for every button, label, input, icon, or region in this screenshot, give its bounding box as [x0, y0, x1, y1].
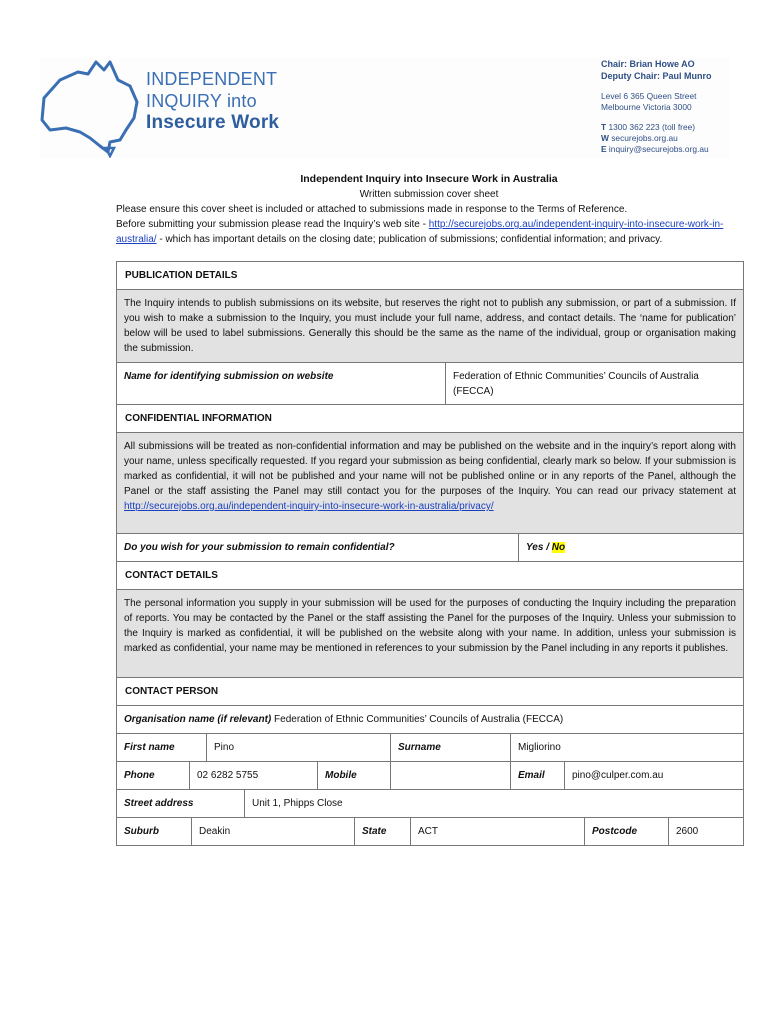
- deputy-chair-name: Deputy Chair: Paul Munro: [601, 71, 712, 81]
- page-title: Independent Inquiry into Insecure Work in Australia: [300, 173, 558, 185]
- confidential-question: Do you wish for your submission to remain confidential?: [117, 534, 519, 561]
- intro-paragraph-1: Please ensure this cover sheet is included or attached to submissions made in response to the Terms of Reference.: [116, 204, 628, 215]
- name-row: [117, 734, 743, 762]
- mobile-label: Mobile: [318, 762, 391, 789]
- surname-label: Surname: [391, 734, 511, 761]
- surname-field[interactable]: Migliorino: [518, 742, 561, 753]
- logo-wordmark: [146, 68, 279, 134]
- logo-line-1: INDEPENDENT: [146, 69, 278, 89]
- email-field[interactable]: pino@culper.com.au: [572, 770, 664, 781]
- address-line-2: Melbourne Victoria 3000: [601, 102, 692, 112]
- publication-name-label: Name for identifying submission on website: [117, 363, 446, 404]
- suburb-label: Suburb: [117, 818, 192, 845]
- page-subtitle: Written submission cover sheet: [359, 189, 499, 200]
- letterhead: [40, 58, 730, 158]
- intro-paragraph-2: Before submitting your submission please read the Inquiry’s web site - http://securejobs.org.au/independent-inquiry-into-insecure-work-in-australia/ - which has important details on the closing date; publication of submissions; confidential information; and privacy.: [116, 219, 724, 245]
- organisation-row: [117, 706, 743, 734]
- phone-row: [117, 762, 743, 790]
- confidential-heading: CONFIDENTIAL INFORMATION: [117, 405, 743, 433]
- suburb-row: [117, 818, 743, 846]
- first-name-label: First name: [117, 734, 207, 761]
- logo-line-3: Insecure Work: [146, 112, 280, 133]
- contact-details-text: The personal information you supply in your submission will be used for the purposes of conducting the Inquiry including the preparation of reports. You may be contacted by the Panel or the staff assisting the Panel for the purposes of the Inquiry. Unless your submission to the Inquiry is marked as confidential, it will be published on the website along with your name. In addition, unless your submission is marked as confidential, your name may be mentioned in references to your submission by the Panel including in any reports it publishes.: [117, 590, 743, 678]
- submission-form: [116, 261, 744, 846]
- confidential-answer[interactable]: Yes / No: [526, 542, 566, 553]
- privacy-statement-link[interactable]: http://securejobs.org.au/independent-inquiry-into-insecure-work-in-australia/privacy/: [124, 501, 494, 512]
- confidential-text: All submissions will be treated as non-confidential information and may be published on the website and in the inquiry’s report along with your name, unless specifically requested. If you regard your submission as being confidential, clearly mark so below. If your submission is marked as confidential, it will not be published and your name will not be published online or in any reports of the Panel, although the Panel or the staff assisting the Panel may still contact you for the purposes of the Inquiry. You can read our privacy statement at http://securejobs.org.au/independent-inquiry-into-insecure-work-in-australia/privacy/: [117, 433, 743, 534]
- suburb-field[interactable]: Deakin: [192, 818, 355, 845]
- contact-details-heading: CONTACT DETAILS: [117, 562, 743, 590]
- phone-label: Phone: [117, 762, 190, 789]
- mobile-field[interactable]: [391, 762, 511, 789]
- contact-person-heading: CONTACT PERSON: [117, 678, 743, 706]
- email-line: E inquiry@securejobs.org.au: [601, 144, 709, 154]
- phone-field[interactable]: 02 6282 5755: [190, 762, 318, 789]
- street-row: [117, 790, 743, 818]
- publication-heading: PUBLICATION DETAILS: [117, 262, 743, 290]
- publication-name-row: [117, 363, 743, 405]
- intro-section: [116, 172, 742, 247]
- street-field[interactable]: Unit 1, Phipps Close: [252, 798, 343, 809]
- confidential-answer-no: No: [551, 542, 566, 553]
- state-label: State: [355, 818, 411, 845]
- email-label: Email: [511, 762, 565, 789]
- phone-line: T 1300 362 223 (toll free): [601, 122, 696, 132]
- postcode-field[interactable]: 2600: [676, 826, 699, 837]
- street-label: Street address: [117, 790, 245, 817]
- logo-line-2: INQUIRY into: [146, 91, 257, 111]
- first-name-field[interactable]: Pino: [207, 734, 391, 761]
- state-field[interactable]: ACT: [411, 818, 585, 845]
- confidential-question-row: [117, 534, 743, 562]
- publication-text: The Inquiry intends to publish submissions on its website, but reserves the right not to publish any submission, or part of a submission. If you wish to make a submission to the Inquiry, you must include your full name, address, and contact details. The ‘name for publication’ below will be used to label submissions. Generally this should be the same as the name of the individual, group or organisation making the submission.: [117, 290, 743, 363]
- address-line-1: Level 6 365 Queen Street: [601, 91, 697, 101]
- organisation-field[interactable]: Organisation name (if relevant) Federation of Ethnic Communities’ Councils of Australia (FECCA): [124, 714, 564, 725]
- web-line: W securejobs.org.au: [601, 133, 678, 143]
- inquiry-website-link[interactable]: http://securejobs.org.au/independent-inquiry-into-insecure-work-in-australia/: [116, 219, 724, 245]
- australia-map-logo-icon: [40, 58, 140, 158]
- chair-name: Chair: Brian Howe AO: [601, 59, 695, 69]
- publication-name-value[interactable]: Federation of Ethnic Communities’ Councils of Australia (FECCA): [453, 371, 699, 397]
- postcode-label: Postcode: [585, 818, 669, 845]
- letterhead-contact: [601, 58, 712, 155]
